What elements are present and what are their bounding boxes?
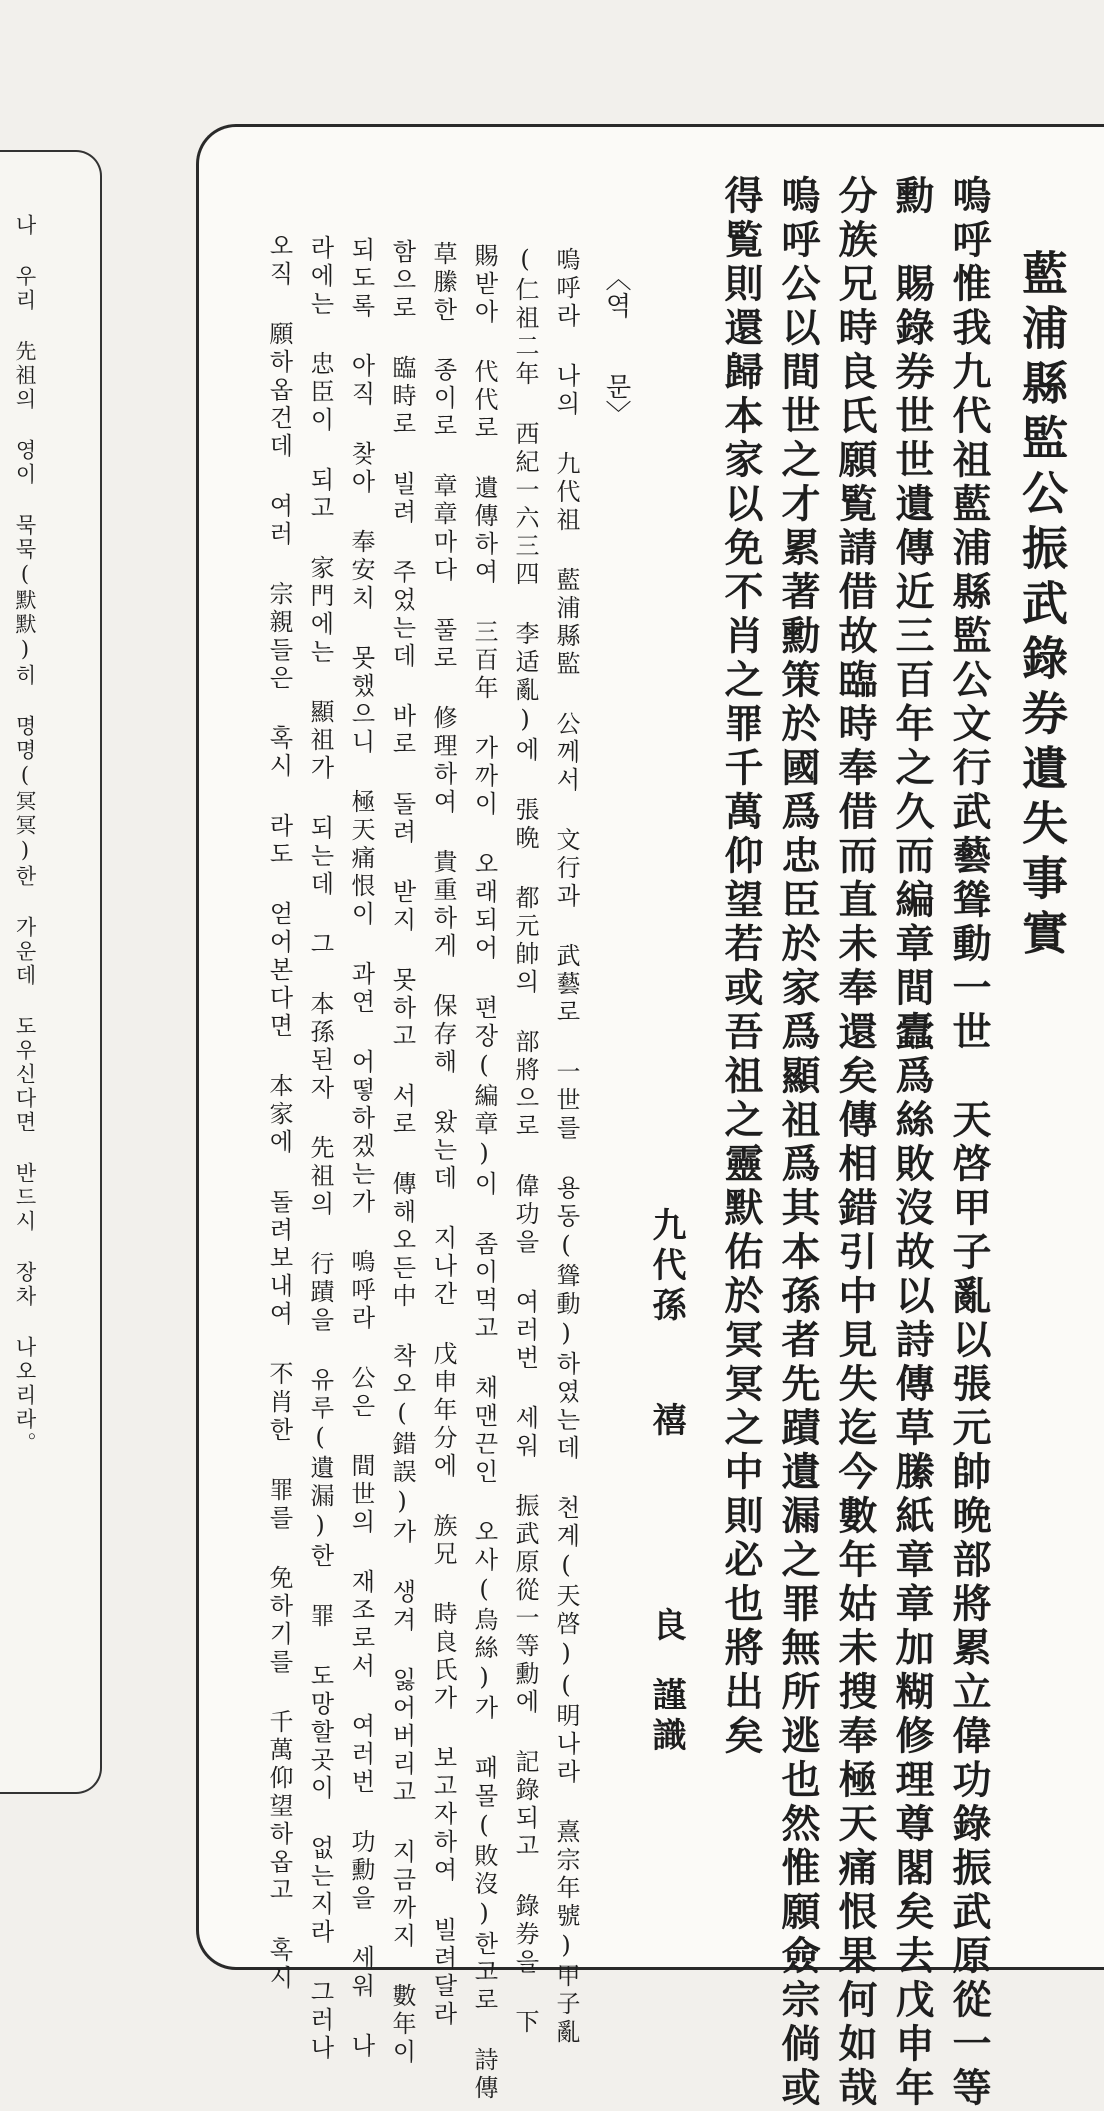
translation-line: 오직 願하옵건데 여러 宗親들은 혹시 라도 얻어본다면 本家에 돌려보내여 不肖한 罪를 免하기를 千萬仰望하옵고 혹시 [265, 233, 293, 1993]
translation-line: 賜받아 代代로 遺傳하여 三百年 가까이 오래되어 편장(編章)이 좀이먹고 채맨끈인 오사(烏絲)가 패몰(敗沒)한고로 詩傳 [470, 243, 498, 2103]
body-line: 嗚呼公以間世之才累著勳策於國爲忠臣於家爲顯祖爲其本孫者先蹟遺漏之罪無所逃也然惟願僉宗倘或 [775, 175, 821, 2111]
body-line: 得覧則還歸本家以免不肖之罪千萬仰望若或吾祖之靈默佑於冥冥之中則必也將出矣 [718, 175, 764, 1759]
translation-heading: 〈역 문〉 [601, 265, 631, 427]
translation-line: (仁祖二年 西紀一六三四 李适亂)에 張晩 都元帥의 部將으로 偉功을 여러번 세워 振武原從一等勳에 記錄되고 錄券을 下 [511, 245, 539, 2037]
translation-line: 草縢한 종이로 章章마다 풀로 修理하여 貴重하게 保存해 왔는데 지나간 戊申年分에 族兄 時良氏가 보고자하여 빌려달라 [429, 241, 457, 2029]
signature-name-1: 禧 [646, 1402, 686, 1436]
translation-line: 라에는 忠臣이 되고 家門에는 顯祖가 되는데 그 本孫된자 先祖의 行蹟을 유루(遺漏)한 罪 도망할곳이 없는지라 그러나 [306, 235, 334, 2063]
signature [646, 1207, 709, 1757]
signature-prefix: 九代孫 [646, 1207, 686, 1327]
left-page [0, 150, 102, 1794]
signature-name-2: 良 [646, 1607, 686, 1641]
body-line: 分族兄時良氏願覧請借故臨時奉借而直未奉還矣傳相錯引中見失迄今數年姑未搜奉極天痛恨果何如哉 [832, 175, 878, 2111]
translation-line: 함으로 臨時로 빌려 주었는데 바로 돌려 받지 못하고 서로 傳해오든中 착오(錯誤)가 생겨 잃어버리고 지금까지 數年이 [388, 239, 416, 2067]
body-line: 勳 賜錄券世世遺傳近三百年之久而編章間蠹爲絲敗沒故以詩傳草縢紙章章加糊修理尊閣矣去戊申年 [889, 175, 935, 2111]
body-line: 嗚呼惟我九代祖藍浦縣監公文行武藝聳動一世 天啓甲子亂以張元帥晩部將累立偉功錄振武原從一等 [946, 175, 992, 2111]
translation-line: 되도록 아직 찾아 奉安치 못했으니 極天痛恨이 과연 어떻하겠는가 嗚呼라 公은 間世의 재조로서 여러번 功勳을 세워 나 [347, 237, 375, 2061]
main-page [196, 124, 1104, 2111]
translation-line: 嗚呼라 나의 九代祖 藍浦縣監 公께서 文行과 武藝로 一世를 용동(聳動)하였는데 천계(天啓)(明나라 熹宗年號)甲子亂 [552, 247, 580, 2047]
left-page-text: 나 우리 先祖의 영이 묵묵(默默)히 명명(冥冥)한 가운데 도우신다면 반드시 장차 나오리라。 [13, 214, 37, 1456]
document-title: 藍浦縣監公振武錄券遺失事實 [1015, 249, 1069, 964]
signature-suffix: 謹識 [646, 1677, 686, 1757]
